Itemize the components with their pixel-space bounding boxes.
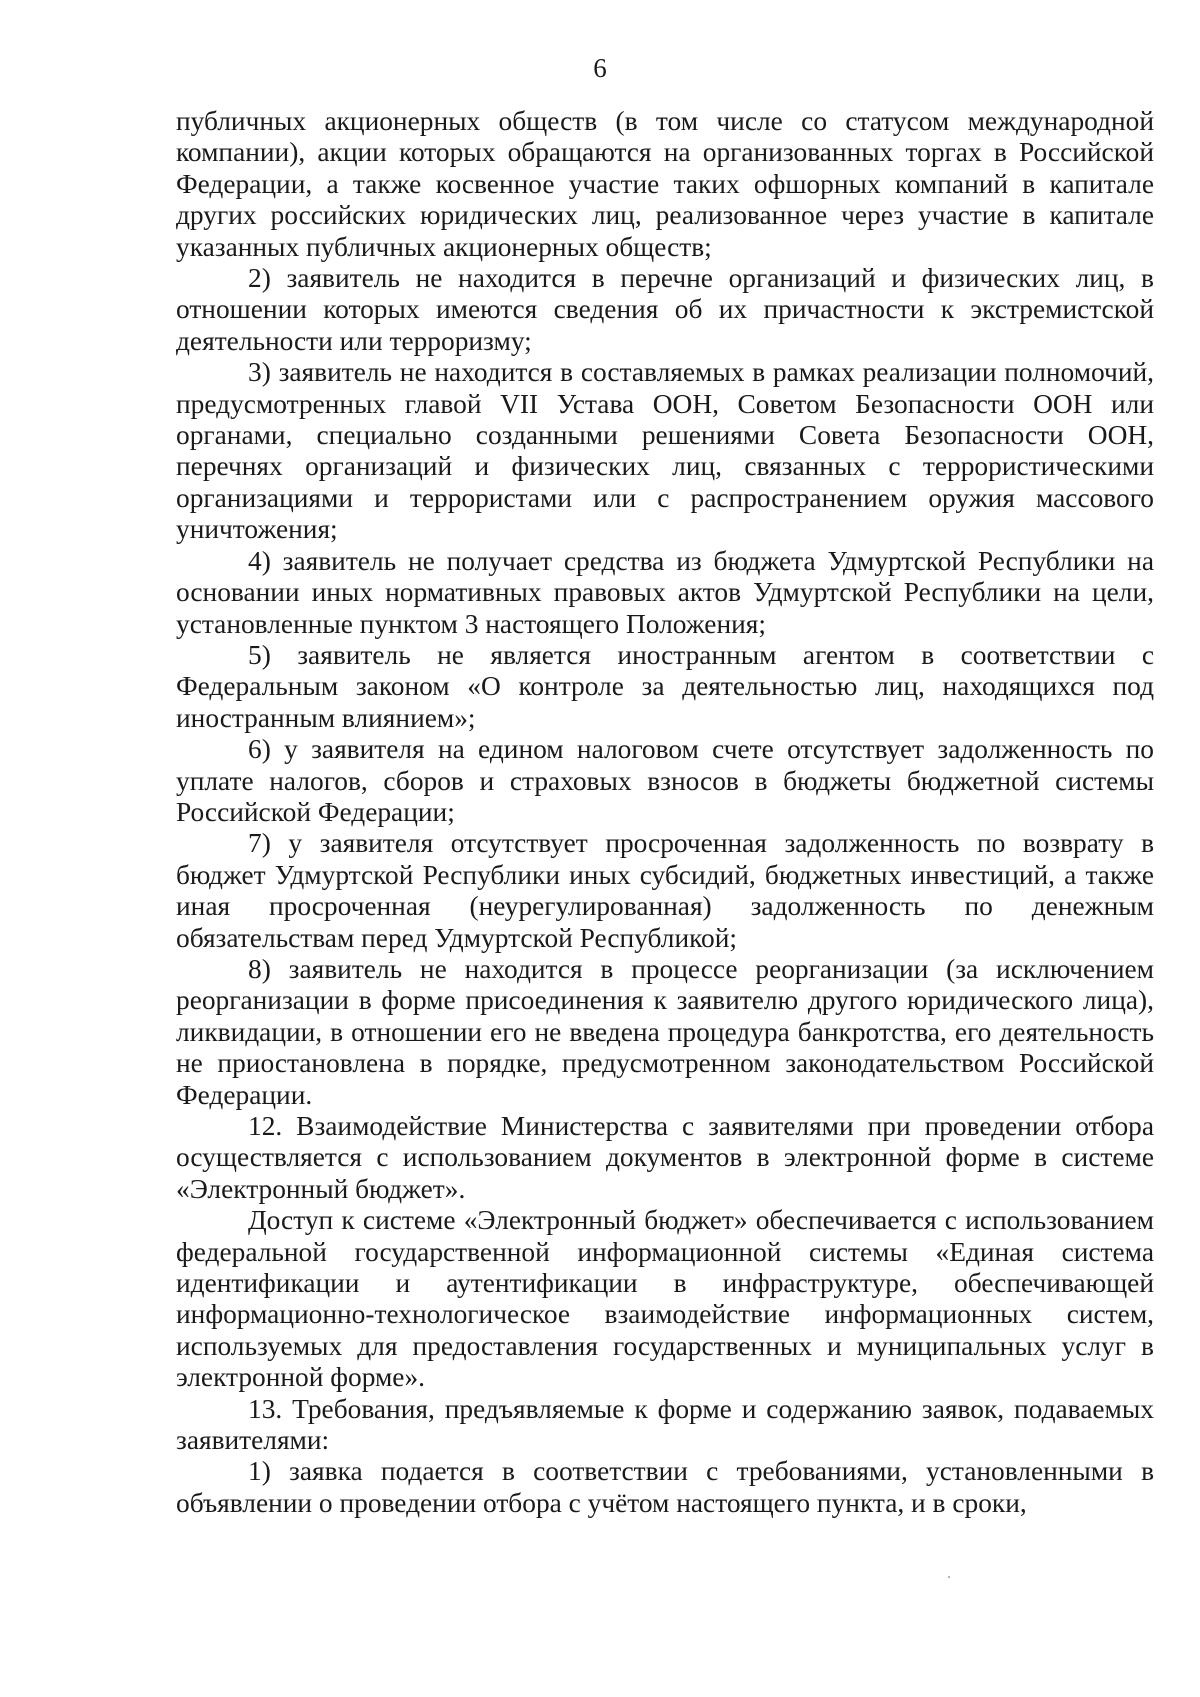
paragraph-section-13-item-1: 1) заявка подается в соответствии с требованиями, установленными в объявлении о проведении отбора с учётом настоящего пункта, и в сроки, bbox=[176, 1456, 1154, 1518]
paragraph-item-6: 6) у заявителя на едином налоговом счете отсутствует задолженность по уплате налогов, сборов и страховых взносов в бюджеты бюджетной системы Российской Федерации; bbox=[176, 734, 1154, 827]
paragraph-access: Доступ к системе «Электронный бюджет» обеспечивается с использованием федеральной государственной информационной системы «Единая система идентификации и аутентификации в инфраструктуре, обеспечивающей информационно-технологическое взаимодействие информационных систем, используемых для предоставления государственных и муниципальных услуг в электронной форме». bbox=[176, 1205, 1154, 1393]
paragraph-item-3: 3) заявитель не находится в составляемых в рамках реализации полномочий, предусмотренных главой VII Устава ООН, Советом Безопасности ООН или органами, специально созданными решениями Совета Безопасности ООН, перечнях организаций и физических лиц, связанных с террористическими организациями и террористами или с распространением оружия массового уничтожения; bbox=[176, 357, 1154, 545]
scan-dot bbox=[948, 1576, 950, 1578]
paragraph-section-13: 13. Требования, предъявляемые к форме и содержанию заявок, подаваемых заявителями: bbox=[176, 1393, 1154, 1456]
page-number: 6 bbox=[593, 53, 607, 83]
paragraph-item-2: 2) заявитель не находится в перечне организаций и физических лиц, в отношении которых имеются сведения об их причастности к экстремистской деятельности или терроризму; bbox=[176, 263, 1154, 356]
document-body bbox=[176, 106, 1154, 1519]
paragraph-item-7: 7) у заявителя отсутствует просроченная задолженность по возврату в бюджет Удмуртской Республики иных субсидий, бюджетных инвестиций, а также иная просроченная (неурегулированная) задолженность по денежным обязательствам перед Удмуртской Республикой; bbox=[176, 828, 1154, 953]
paragraph-item-5: 5) заявитель не является иностранным агентом в соответствии с Федеральным законом «О контроле за деятельностью лиц, находящихся под иностранным влиянием»; bbox=[176, 639, 1154, 733]
paragraph-continuation: публичных акционерных обществ (в том числе со статусом международной компании), акции которых обращаются на организованных торгах в Российской Федерации, а также косвенное участие таких офшорных компаний в капитале других российских юридических лиц, реализованное через участие в капитале указанных публичных акционерных обществ; bbox=[176, 106, 1154, 262]
paragraph-item-4: 4) заявитель не получает средства из бюджета Удмуртской Республики на основании иных нормативных правовых актов Удмуртской Республики на цели, установленные пунктом 3 настоящего Положения; bbox=[176, 545, 1154, 639]
paragraph-item-8: 8) заявитель не находится в процессе реорганизации (за исключением реорганизации в форме присоединения к заявителю другого юридического лица), ликвидации, в отношении его не введена процедура банкротства, его деятельность не приостановлена в порядке, предусмотренном законодательством Российской Федерации. bbox=[176, 953, 1154, 1110]
paragraph-section-12: 12. Взаимодействие Министерства с заявителями при проведении отбора осуществляется с использованием документов в электронной форме в системе «Электронный бюджет». bbox=[176, 1111, 1154, 1204]
